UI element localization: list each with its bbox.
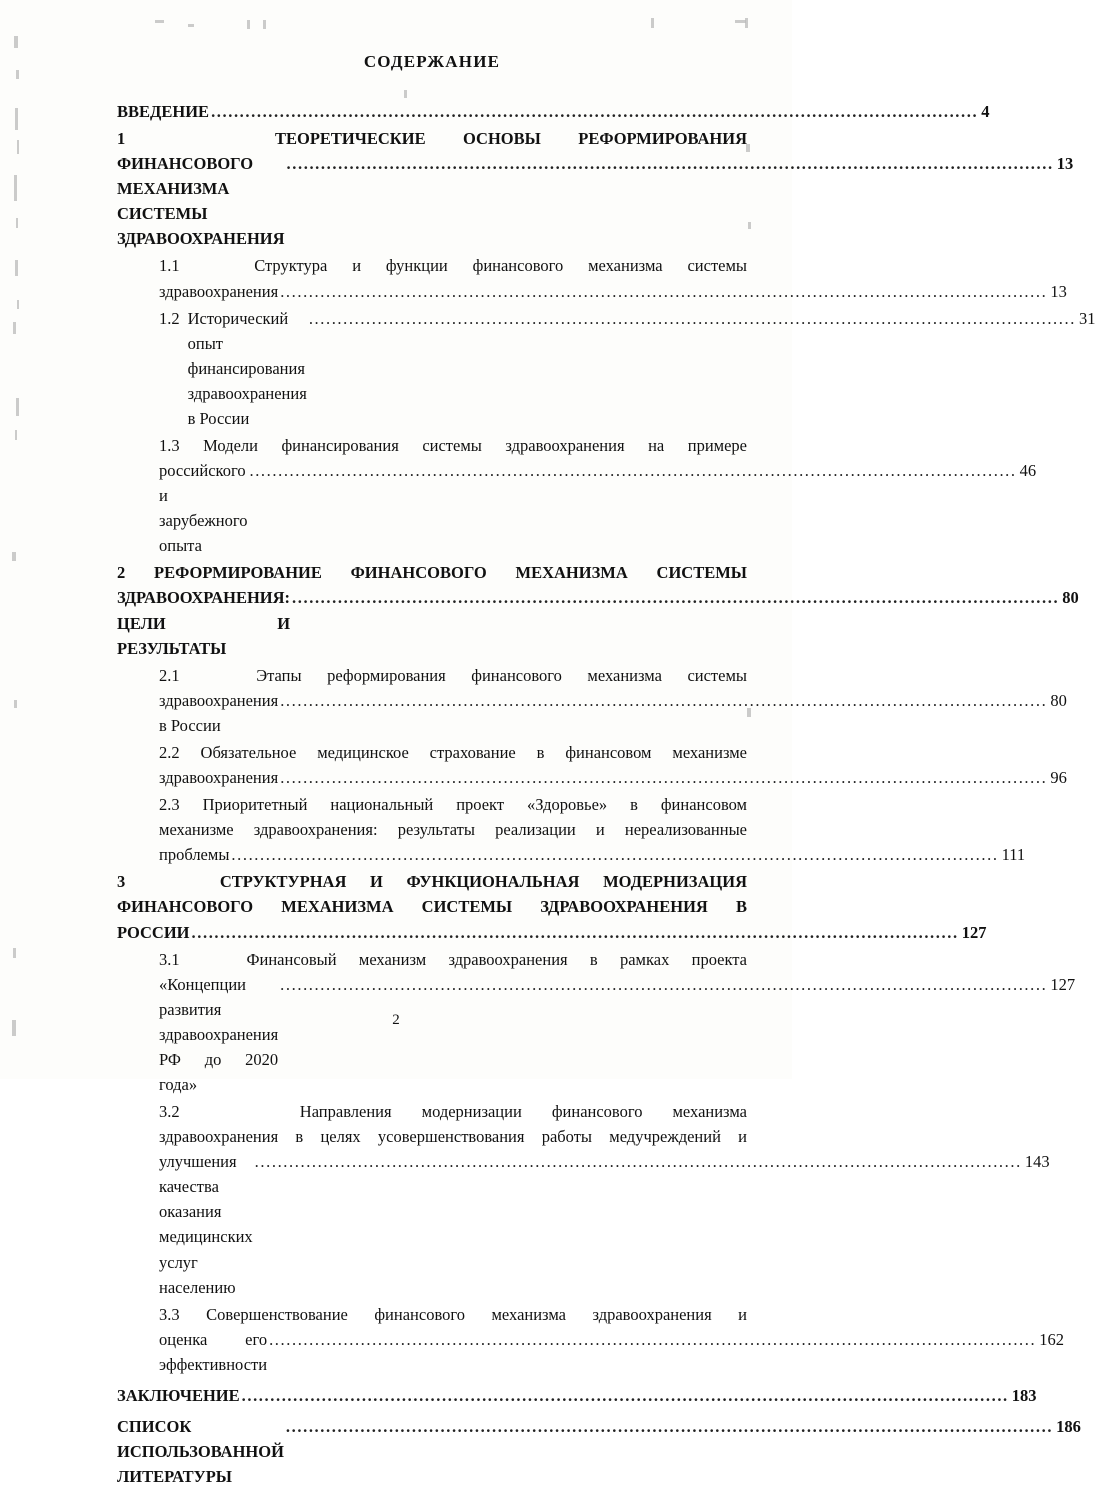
scan-artifact [14, 700, 17, 708]
toc-entry-line [159, 947, 747, 972]
toc-entry-label-cont: здравоохранения в России [159, 690, 279, 735]
scan-artifact [17, 140, 19, 154]
toc-entry-lastline [159, 458, 1037, 558]
toc-entry-label-cont: здравоохранения [159, 768, 279, 788]
toc-entry-label: Приоритетный национальный проект «Здоровье» в финансовом [202, 795, 747, 815]
toc-entry-number: 2.1 [159, 665, 180, 685]
toc-entry-section-1-3[interactable] [117, 433, 1037, 558]
toc-entry-label-cont: оценка его эффективности [159, 1329, 268, 1374]
toc-entry-number: 1.1 [159, 256, 180, 276]
dot-leader [309, 306, 1076, 331]
toc-entry-page: 80 [1062, 588, 1079, 608]
scan-artifact [14, 36, 18, 48]
toc-entry-chapter-1[interactable] [117, 126, 1074, 251]
toc-entry-section-3-2[interactable] [117, 1099, 1050, 1300]
toc-entry-chapter-3[interactable] [117, 869, 987, 944]
dot-leader [249, 458, 1016, 483]
dot-leader [269, 1327, 1036, 1352]
toc-entry-page: 127 [961, 922, 987, 942]
toc-entry-number: 3.3 [159, 1304, 180, 1324]
scan-artifact [651, 18, 654, 28]
toc-entry-label: Направления модернизации финансового механизма [299, 1102, 747, 1122]
scan-artifact [12, 552, 16, 561]
toc-entry-number: 1 [117, 129, 126, 149]
toc-entry-label-cont: проблемы [159, 845, 230, 865]
toc-entry-section-2-3[interactable] [117, 792, 1026, 867]
scan-artifact [745, 18, 748, 28]
toc-entry-line [159, 740, 747, 765]
page-number: 2 [392, 1012, 400, 1028]
toc-entry-label-cont: ЗДРАВООХРАНЕНИЯ: ЦЕЛИ И РЕЗУЛЬТАТЫ [117, 588, 291, 658]
toc-entry-lastline [159, 1327, 1064, 1377]
toc-entry-label-cont: ФИНАНСОВОГО МЕХАНИЗМА СИСТЕМЫ ЗДРАВООХРАНЕНИЯ [117, 154, 285, 249]
toc-entry-bibliography[interactable] [117, 1414, 1081, 1489]
toc-entry-label: Структура и функции финансового механизма системы [254, 256, 748, 276]
scan-artifact [14, 175, 17, 201]
scan-artifact [15, 430, 17, 440]
toc-entry-line [159, 663, 747, 688]
toc-entry-label: ЗАКЛЮЧЕНИЕ [117, 1385, 240, 1405]
scan-artifact [16, 218, 18, 228]
dot-leader [280, 688, 1047, 713]
toc-entry-label: Совершенствование финансового механизма здравоохранения и [206, 1304, 748, 1324]
toc-entry-line [117, 869, 747, 894]
toc-entry-page: 111 [1001, 845, 1026, 865]
scan-artifact [188, 24, 194, 27]
toc-entry-label-cont: улучшения качества оказания медицинских услуг населению [159, 1152, 253, 1297]
toc-entry-page: 31 [1078, 308, 1095, 328]
toc-entry-page: 183 [1011, 1385, 1037, 1405]
scan-artifact [748, 222, 751, 229]
toc-entry-label: ТЕОРЕТИЧЕСКИЕ ОСНОВЫ РЕФОРМИРОВАНИЯ [274, 129, 747, 149]
scan-artifact [15, 260, 18, 276]
toc-entry-page: 162 [1039, 1329, 1064, 1349]
toc-entry-number: 2.3 [159, 795, 180, 815]
toc-entry-label-cont: РОССИИ [117, 922, 190, 942]
dot-leader [280, 972, 1047, 997]
toc-entry-lastline [159, 765, 1067, 790]
toc-entry-label-cont: здравоохранения [159, 281, 279, 301]
scan-artifact [17, 300, 19, 309]
toc-entry-line: ФИНАНСОВОГО МЕХАНИЗМА СИСТЕМЫ ЗДРАВООХРАНЕНИЯ В [117, 897, 747, 917]
toc-entry-label: РЕФОРМИРОВАНИЕ ФИНАНСОВОГО МЕХАНИЗМА СИСТЕМЫ [154, 563, 748, 583]
toc-entry-label: Финансовый механизм здравоохранения в рамках проекта [246, 949, 748, 969]
toc-entry-label-cont: «Концепции развития здравоохранения РФ до 2020 года» [159, 974, 279, 1094]
toc-entry-number: 3 [117, 872, 126, 892]
toc-entry-section-1-2[interactable] [117, 306, 1095, 431]
scan-artifact [13, 948, 16, 958]
dot-leader [211, 99, 978, 124]
toc-entry-lastline [159, 688, 1067, 738]
toc-entry-line [159, 253, 747, 278]
toc-entry-lastline [159, 279, 1067, 304]
toc-entry-lastline [117, 585, 1079, 660]
toc-entry-line [159, 1099, 747, 1124]
toc-entry-line [117, 126, 747, 151]
toc-entry-conclusion[interactable] [117, 1383, 1037, 1408]
toc-entry-line: механизме здравоохранения: результаты реализации и нереализованные [159, 820, 747, 840]
toc-entry-number: 3.2 [159, 1102, 180, 1122]
toc-entry-lastline [159, 842, 1026, 867]
scan-artifact [13, 322, 16, 334]
toc-entry-chapter-2[interactable] [117, 560, 1079, 660]
dot-leader [192, 920, 959, 945]
toc-entry-page: 186 [1056, 1416, 1081, 1436]
table-of-contents [117, 52, 1095, 1491]
scan-artifact [16, 398, 19, 416]
toc-entry-page: 96 [1050, 768, 1067, 788]
toc-entry-page: 143 [1024, 1152, 1050, 1172]
scan-artifact [16, 70, 19, 79]
toc-entry-label: Этапы реформирования финансового механизма системы [256, 665, 747, 685]
toc-entry-lastline [117, 920, 987, 945]
toc-entry-number: 2.2 [159, 742, 180, 762]
toc-entry-introduction[interactable] [117, 99, 990, 124]
toc-entry-number: 1.2 [159, 308, 180, 328]
scan-artifact [263, 20, 266, 29]
toc-entry-section-2-2[interactable] [117, 740, 1067, 790]
dot-leader [280, 279, 1047, 304]
toc-entry-number: 3.1 [159, 949, 180, 969]
toc-entry-label: Исторический опыт финансирования здравоохранения в России [187, 308, 307, 428]
toc-entry-page: 13 [1056, 154, 1074, 174]
scan-artifact [15, 108, 18, 130]
dot-leader [242, 1383, 1009, 1408]
toc-entry-label-cont: российского и зарубежного опыта [159, 461, 248, 556]
dot-leader [280, 765, 1047, 790]
toc-entry-line [159, 1302, 747, 1327]
dot-leader [286, 1414, 1053, 1439]
toc-entry-page: 46 [1019, 461, 1037, 481]
toc-entry-label: Обязательное медицинское страхование в финансовом механизме [200, 742, 747, 762]
toc-entry-number: 1.3 [159, 436, 180, 456]
toc-entry-page: 4 [981, 102, 990, 121]
toc-entry-label: Модели финансирования системы здравоохранения на примере [203, 436, 748, 456]
dot-leader [292, 585, 1059, 610]
toc-entry-line [117, 560, 747, 585]
toc-entry-page: 13 [1050, 281, 1067, 301]
toc-entry-label: СТРУКТУРНАЯ И ФУНКЦИОНАЛЬНАЯ МОДЕРНИЗАЦИЯ [219, 872, 748, 892]
toc-entry-section-1-1[interactable] [117, 253, 1067, 303]
toc-entry-number: 2 [117, 563, 126, 583]
scan-artifact [155, 20, 164, 23]
toc-entry-section-3-3[interactable] [117, 1302, 1064, 1377]
toc-entry-label: ВВЕДЕНИЕ [117, 102, 210, 121]
scan-artifact [247, 20, 250, 29]
page-title: СОДЕРЖАНИЕ [363, 52, 501, 71]
toc-entry-line [159, 433, 747, 458]
toc-entry-line: здравоохранения в целях усовершенствования работы медучреждений и [159, 1127, 747, 1147]
toc-entry-label: СПИСОК ИСПОЛЬЗОВАННОЙ ЛИТЕРАТУРЫ [117, 1416, 284, 1487]
dot-leader [255, 1149, 1022, 1174]
toc-entry-page: 80 [1050, 690, 1067, 710]
toc-entry-lastline [159, 1149, 1050, 1299]
toc-entry-lastline [117, 151, 1074, 251]
toc-entry-lastline [159, 972, 1076, 1097]
toc-entry-line [159, 792, 747, 817]
dot-leader [287, 151, 1054, 176]
toc-entry-section-2-1[interactable] [117, 663, 1067, 738]
toc-entry-page: 127 [1050, 974, 1076, 994]
dot-leader [231, 842, 998, 867]
